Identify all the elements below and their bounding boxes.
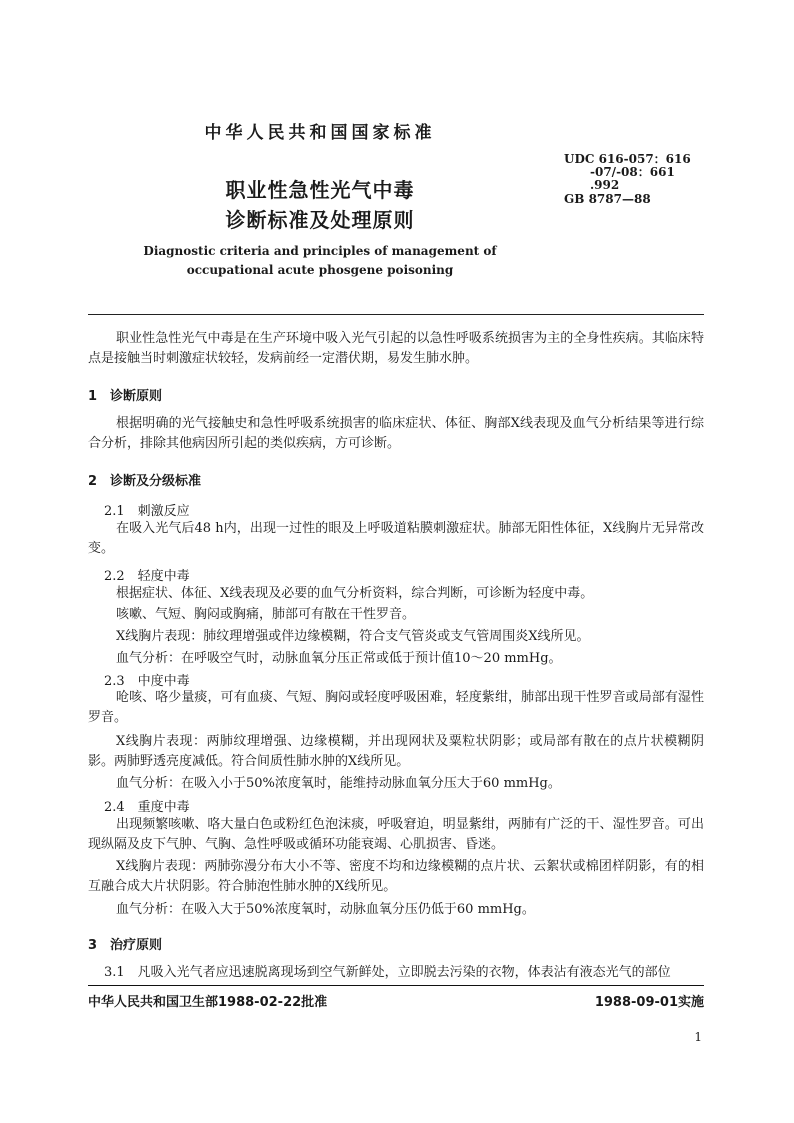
udc-code-line-1: UDC 616-057：616	[564, 152, 691, 166]
section-2-4-para-3: 血气分析：在吸入大于50%浓度氧时，动脉血氧分压仍低于60 mmHg。	[116, 902, 535, 917]
udc-code-line-2: -07/-08：661	[590, 165, 675, 179]
section-2-3-para-2: X线胸片表现：两肺纹理增强、边缘模糊，并出现网状及粟粒状阴影；或局部有散在的点片状模糊阴影。两肺野透亮度减低。符合间质性肺水肿的X线所见。	[88, 734, 704, 769]
section-2-2-para-3: X线胸片表现：肺纹理增强或伴边缘模糊，符合支气管炎或支气管周围炎X线所见。	[116, 629, 590, 644]
section-2-heading: 2 诊断及分级标准	[88, 474, 202, 489]
footer-divider	[88, 985, 704, 986]
section-2-4-para-1: 出现频繁咳嗽、咯大量白色或粉红色泡沫痰，呼吸窘迫，明显紫绀，两肺有广泛的干、湿性罗音。可出现纵隔及皮下气肿、气胸、急性呼吸或循环功能衰竭、心肌损害、昏迷。	[88, 817, 704, 852]
section-2-4-para-2: X线胸片表现：两肺弥漫分布大小不等、密度不均和边缘模糊的点片状、云絮状或棉团样阴影，有的相互融合成大片状阴影。符合肺泡性肺水肿的X线所见。	[88, 859, 704, 894]
title-en-line-1: Diagnostic criteria and principles of management of	[143, 244, 497, 258]
section-2-2-heading: 2.2 轻度中毒	[104, 569, 190, 584]
title-zh-line-2: 诊断标准及处理原则	[225, 208, 415, 232]
section-2-2-para-1: 根据症状、体征、X线表现及必要的血气分析资料，综合判断，可诊断为轻度中毒。	[116, 586, 594, 601]
section-1-heading: 1 诊断原则	[88, 389, 163, 404]
udc-code-line-3: .992	[590, 178, 620, 192]
title-en-line-2: occupational acute phosgene poisoning	[186, 263, 454, 277]
section-3-1-text: 3.1 凡吸入光气者应迅速脱离现场到空气新鲜处，立即脱去污染的衣物，体表沾有液态光气的部位	[104, 965, 671, 980]
section-2-2-para-4: 血气分析：在呼吸空气时，动脉血氧分压正常或低于预计值10～20 mmHg。	[116, 651, 562, 666]
page-number: 1	[694, 1030, 702, 1044]
section-3-heading: 3 治疗原则	[88, 938, 163, 953]
section-2-2-para-2: 咳嗽、气短、胸闷或胸痛，肺部可有散在干性罗音。	[116, 607, 416, 622]
national-standard-heading: 中华人民共和国国家标准	[204, 123, 436, 143]
section-2-3-para-1: 呛咳、咯少量痰，可有血痰、气短、胸闷或轻度呼吸困难，轻度紫绀，肺部出现干性罗音或局部有湿性罗音。	[88, 690, 704, 725]
intro-paragraph: 职业性急性光气中毒是在生产环境中吸入光气引起的以急性呼吸系统损害为主的全身性疾病。其临床特点是接触当时刺激症状较轻，发病前经一定潜伏期，易发生肺水肿。	[88, 331, 704, 366]
section-1-text: 根据明确的光气接触史和急性呼吸系统损害的临床症状、体征、胸部X线表现及血气分析结果等进行综合分析，排除其他病因所引起的类似疾病，方可诊断。	[88, 416, 704, 451]
section-2-4-heading: 2.4 重度中毒	[104, 800, 190, 815]
section-2-1-text: 在吸入光气后48 h内，出现一过性的眼及上呼吸道粘膜刺激症状。肺部无阳性体征，X线胸片无异常改变。	[88, 521, 704, 556]
section-2-1-heading: 2.1 刺激反应	[104, 504, 190, 519]
implementation-date: 1988-09-01实施	[594, 995, 704, 1010]
approval-line: 中华人民共和国卫生部1988-02-22批准	[88, 995, 328, 1010]
section-2-3-heading: 2.3 中度中毒	[104, 674, 190, 689]
top-divider	[88, 314, 704, 315]
section-2-3-para-3: 血气分析：在吸入小于50%浓度氧时，能维持动脉血氧分压大于60 mmHg。	[116, 776, 561, 791]
title-zh-line-1: 职业性急性光气中毒	[225, 178, 415, 202]
gb-number: GB 8787—88	[564, 192, 651, 206]
